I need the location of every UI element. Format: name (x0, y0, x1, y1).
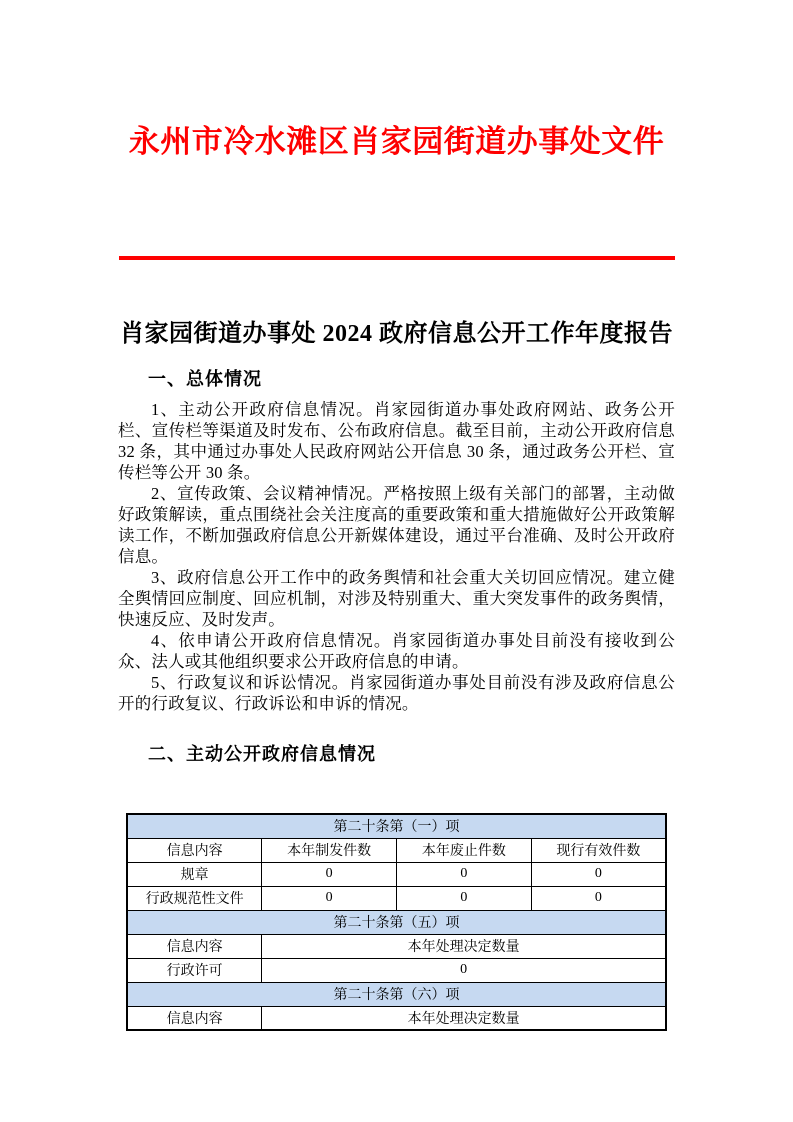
table-section-title-article20-6: 第二十条第（六）项 (127, 982, 666, 1006)
cell-value: 0 (262, 886, 397, 910)
cell-value: 0 (531, 886, 666, 910)
table-row (127, 910, 666, 934)
info-disclosure-table (126, 813, 667, 1031)
column-header-info-content: 信息内容 (127, 934, 262, 958)
cell-value: 0 (397, 862, 532, 886)
column-header-in-effect: 现行有效件数 (531, 838, 666, 862)
cell-value: 0 (262, 862, 397, 886)
table-row (127, 886, 666, 910)
section-1-paragraphs (118, 399, 675, 714)
cell-value: 0 (262, 958, 666, 982)
paragraph-5: 5、行政复议和诉讼情况。肖家园街道办事处目前没有涉及政府信息公开的行政复议、行政诉讼和申诉的情况。 (118, 673, 675, 713)
column-header-decisions: 本年处理决定数量 (262, 934, 666, 958)
document-body (0, 367, 793, 1031)
row-label-normative-documents: 行政规范性文件 (127, 886, 262, 910)
table-row (127, 838, 666, 862)
column-header-info-content: 信息内容 (127, 838, 262, 862)
section-1-heading: 一、总体情况 (148, 369, 262, 389)
cell-value: 0 (397, 886, 532, 910)
table-row (127, 934, 666, 958)
red-divider-line (119, 256, 675, 260)
paragraph-3: 3、政府信息公开工作中的政务舆情和社会重大关切回应情况。建立健全舆情回应制度、回应机制，对涉及特别重大、重大突发事件的政务舆情，快速反应、及时发声。 (118, 568, 675, 629)
row-label-administrative-license: 行政许可 (127, 958, 262, 982)
letterhead-title: 永州市冷水滩区肖家园街道办事处文件 (128, 124, 665, 159)
paragraph-4: 4、依申请公开政府信息情况。肖家园街道办事处目前没有接收到公众、法人或其他组织要求公开政府信息的申请。 (118, 631, 675, 671)
column-header-issued: 本年制发件数 (262, 838, 397, 862)
column-header-info-content: 信息内容 (127, 1006, 262, 1030)
paragraph-1: 1、主动公开政府信息情况。肖家园街道办事处政府网站、政务公开栏、宣传栏等渠道及时发布、公布政府信息。截至目前，主动公开政府信息 32 条，其中通过办事处人民政府网站公开信息 30 条，通过政务公开栏、宣传栏等公开 30 条。 (118, 400, 675, 482)
cell-value: 0 (531, 862, 666, 886)
table-row (127, 862, 666, 886)
table-row (127, 982, 666, 1006)
document-title: 肖家园街道办事处 2024 政府信息公开工作年度报告 (120, 321, 673, 347)
table-section-title-article20-5: 第二十条第（五）项 (127, 910, 666, 934)
paragraph-2: 2、宣传政策、会议精神情况。严格按照上级有关部门的部署，主动做好政策解读，重点围绕社会关注度高的重要政策和重大措施做好公开政策解读工作，不断加强政府信息公开新媒体建设，通过平台准确、及时公开政府信息。 (118, 484, 675, 566)
column-header-decisions: 本年处理决定数量 (262, 1006, 666, 1030)
table-row (127, 958, 666, 982)
table-row (127, 1006, 666, 1030)
table-section-title-article20-1: 第二十条第（一）项 (127, 814, 666, 838)
section-2-heading: 二、主动公开政府信息情况 (148, 744, 376, 764)
row-label-regulations: 规章 (127, 862, 262, 886)
column-header-repealed: 本年废止件数 (397, 838, 532, 862)
table-row (127, 814, 666, 838)
